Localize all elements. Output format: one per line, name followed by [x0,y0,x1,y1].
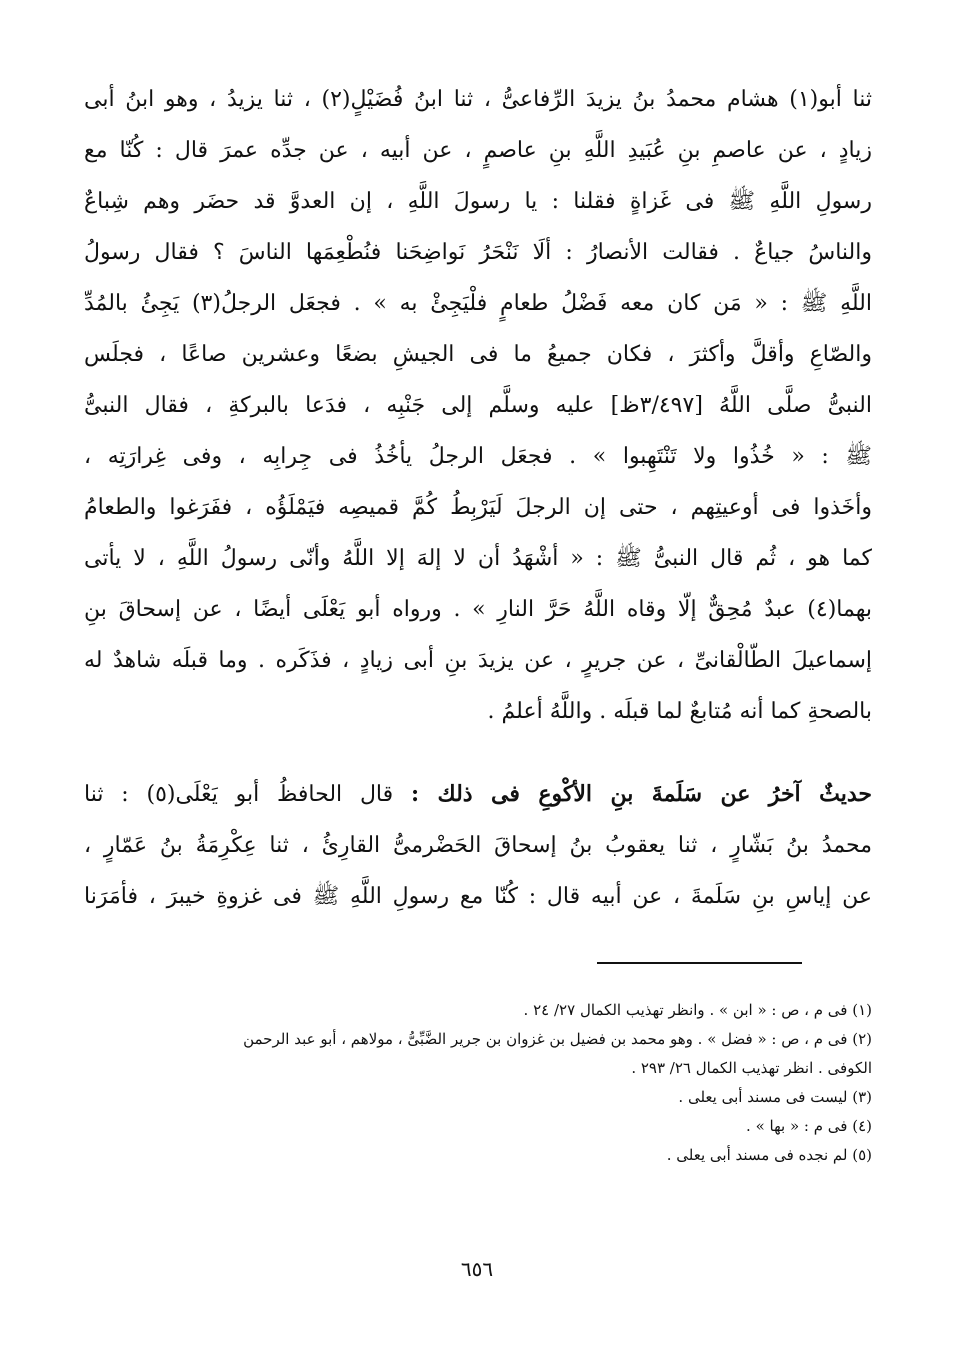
footnote-line: (١) فى م ، ص : « ابن » . وانظر تهذيب الكمال ٢٧/ ٢٤ . [523,1001,872,1019]
text-line: والناسُ جياعٌ . فقالت الأنصارُ : ألَا نَنْحَرُ نَواضِحَنا فنُطْعِمَها الناسَ ؟ فقال رسولُ [84,240,872,265]
footnote-line: (٣) ليست فى مسند أبى يعلى . [678,1088,872,1106]
text-line: محمدُ بنُ بَشّارٍ ، ثنا يعقوبُ بنُ إسحاقَ الحَضْرمىُّ القارِئُ ، ثنا عِكْرِمَةُ بنُ عَمّارٍ ، [84,833,872,858]
text-line: عن إياسِ بنِ سَلَمةَ ، عن أبيه قال : كُنّا مع رسولِ اللَّهِ ﷺ فى غزوةِ خيبرَ ، فأمَرَنا [84,884,872,909]
footnote-line: (٢) فى م ، ص : « فضل » . وهو محمد بن فضيل بن غزوان بن جرير الضَّبِّىُّ ، مولاهم ، أبو عبد الرحمن [243,1030,872,1048]
text-line: زيادٍ ، عن عاصمِ بنِ عُبَيدِ اللَّهِ بنِ عاصمٍ ، عن أبيه ، عن جدِّه عمرَ قال : كُنّا مع [84,138,872,163]
text-line: بالصحةِ كما أنه مُتابعٌ لما قبلَه . واللَّهُ أعلمُ . [487,699,872,724]
page-number: ٦٥٦ [460,1257,494,1281]
footnote-separator [597,962,802,964]
section-heading: حديثٌ آخرُ عن سَلَمةَ بنِ الأكْوعِ فى ذلك : [410,781,872,807]
text-line: إسماعيلَ الطّالْقانىِّ ، عن جريرٍ ، عن يزيدَ بنِ أبى زيادٍ ، فذَكَره . وما قبلَه شاهدٌ له [84,648,872,673]
section-text [84,769,872,922]
footnote-line: (٥) لم نجده فى مسند أبى يعلى . [666,1146,872,1164]
footnotes [84,996,872,1170]
text-line: اللَّهِ ﷺ : « مَن كان معه فَضْلُ طعامٍ فلْيَجِئْ به » . فجعَل الرجلُ(٣) يَجِئُ بالمُدِّ [84,291,872,316]
footnote-line: (٤) فى م : « بها » . [746,1117,872,1135]
text-line: النبىُّ صلَّى اللَّهُ [٣/٤٩٧ظ] عليه وسلَّم إلى جَنْبِه ، فدَعا بالبركةِ ، فقال النبىُّ [84,393,872,418]
section-heading-continuation: قال الحافظُ أبو يَعْلَى(٥) : ثنا [84,782,411,807]
text-line: رسولِ اللَّهِ ﷺ فى غَزاةٍ فقلنا : يا رسولَ اللَّهِ ، إن العدوَّ قد حضَر وهم شِباعٌ [84,189,872,214]
section-heading-line [84,769,872,820]
main-text [84,74,872,737]
text-line: والصّاعِ وأقلَّ وأكثرَ ، فكان جميعُ ما فى الجيشِ بضعًا وعشرين صاعًا ، فجلَس [84,342,872,367]
text-line: بهما(٤) عبدٌ مُحِقٌّ إلّا وقاه اللَّهُ حَرَّ النارِ » . ورواه أبو يَعْلَى أيضًا ، عن إسحاقَ بنِ [84,597,872,622]
text-line: ﷺ : « خُذُوا ولا تَنْتَهِبوا » . فجعَل الرجلُ يأخُذُ فى جِرابِه ، وفى غِرارَتِه ، [84,444,872,469]
text-line: ثنا أبو(١) هشام محمدُ بنُ يزيدَ الرِّفاعىُّ ، ثنا ابنُ فُضَيْلٍ(٢) ، ثنا يزيدُ ، وهو ابنُ أبى [84,87,872,112]
footnote-line: الكوفى . انظر تهذيب الكمال ٢٦/ ٢٩٣ . [631,1059,872,1077]
text-line: وأخَذوا فى أوعيتِهم ، حتى إن الرجلَ لَيَرْبِطُ كُمَّ قميصِه فيَمْلَؤُه ، ففَرَغوا والطعامُ [84,495,872,520]
text-line: كما هو ، ثُم قال النبىُّ ﷺ : « أشْهَدُ أن لا إلهَ إلا اللَّهُ وأنّى رسولُ اللَّهِ ، لا يأتى [84,546,872,571]
